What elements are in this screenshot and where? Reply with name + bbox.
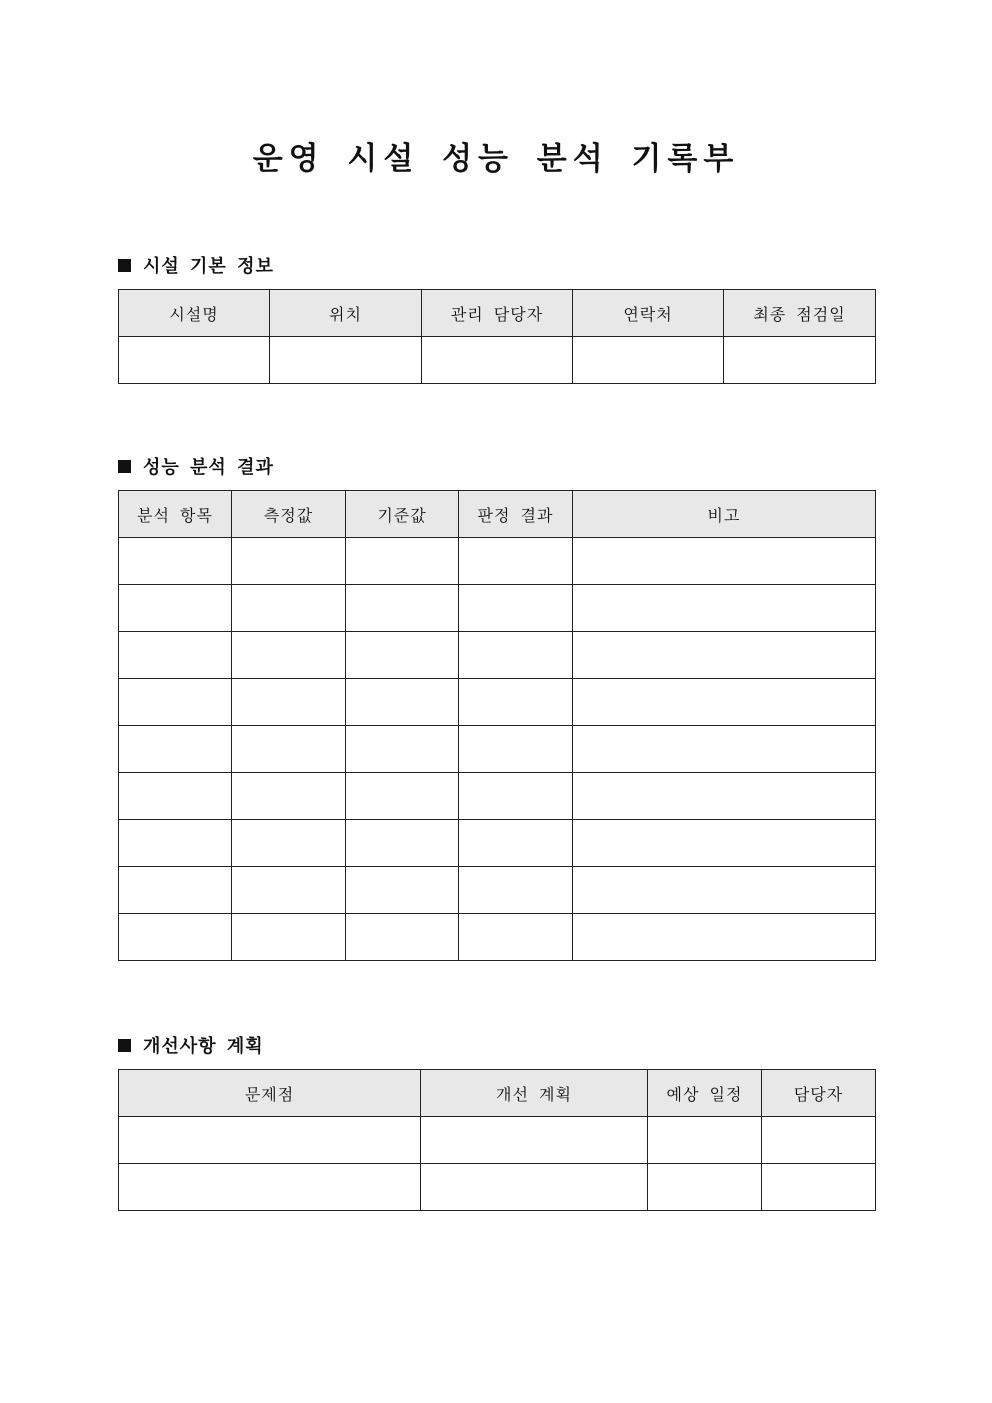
column-header: 측정값 (232, 491, 346, 538)
table-row (119, 773, 876, 820)
entry-cell[interactable] (573, 726, 876, 773)
table-row (119, 1164, 876, 1211)
entry-cell[interactable] (459, 632, 573, 679)
entry-cell[interactable] (648, 1117, 762, 1164)
entry-cell[interactable] (346, 914, 459, 961)
entry-cell[interactable] (724, 337, 876, 384)
column-header: 비고 (573, 491, 876, 538)
entry-cell[interactable] (119, 1117, 421, 1164)
entry-cell[interactable] (346, 773, 459, 820)
column-header: 분석 항목 (119, 491, 232, 538)
table-header-row (119, 1070, 876, 1117)
table-header-row (119, 491, 876, 538)
section-heading-label: 성능 분석 결과 (143, 457, 274, 478)
column-header: 최종 점검일 (724, 290, 876, 337)
entry-cell[interactable] (119, 726, 232, 773)
column-header: 시설명 (119, 290, 270, 337)
entry-cell[interactable] (232, 679, 346, 726)
column-header: 기준값 (346, 491, 459, 538)
entry-cell[interactable] (232, 914, 346, 961)
entry-cell[interactable] (573, 820, 876, 867)
entry-cell[interactable] (232, 820, 346, 867)
table-row (119, 632, 876, 679)
entry-cell[interactable] (232, 632, 346, 679)
entry-cell[interactable] (573, 679, 876, 726)
column-header: 연락처 (573, 290, 724, 337)
table-header-row (119, 290, 876, 337)
section-heading-basic-info (118, 252, 274, 278)
entry-cell[interactable] (573, 585, 876, 632)
entry-cell[interactable] (232, 585, 346, 632)
black-square-icon (118, 259, 131, 272)
entry-cell[interactable] (270, 337, 422, 384)
entry-cell[interactable] (119, 632, 232, 679)
entry-cell[interactable] (119, 585, 232, 632)
entry-cell[interactable] (422, 337, 573, 384)
entry-cell[interactable] (573, 538, 876, 585)
table-row (119, 726, 876, 773)
table-row (119, 867, 876, 914)
entry-cell[interactable] (232, 773, 346, 820)
entry-cell[interactable] (232, 538, 346, 585)
entry-cell[interactable] (459, 914, 573, 961)
column-header: 담당자 (762, 1070, 876, 1117)
entry-cell[interactable] (459, 773, 573, 820)
column-header: 판정 결과 (459, 491, 573, 538)
column-header: 문제점 (119, 1070, 421, 1117)
entry-cell[interactable] (459, 867, 573, 914)
entry-cell[interactable] (346, 867, 459, 914)
entry-cell[interactable] (232, 867, 346, 914)
entry-cell[interactable] (119, 867, 232, 914)
entry-cell[interactable] (346, 726, 459, 773)
column-header: 개선 계획 (421, 1070, 648, 1117)
table-row (119, 820, 876, 867)
section-heading-improvement-plan (118, 1032, 264, 1058)
entry-cell[interactable] (573, 337, 724, 384)
entry-cell[interactable] (346, 820, 459, 867)
entry-cell[interactable] (459, 585, 573, 632)
improvement-plan-table (118, 1069, 876, 1211)
performance-results-table (118, 490, 876, 961)
entry-cell[interactable] (459, 726, 573, 773)
section-heading-label: 개선사항 계획 (143, 1036, 264, 1057)
black-square-icon (118, 460, 131, 473)
table-row (119, 1117, 876, 1164)
document-title: 운영 시설 성능 분석 기록부 (252, 141, 740, 177)
black-square-icon (118, 1039, 131, 1052)
table-row (119, 585, 876, 632)
entry-cell[interactable] (421, 1164, 648, 1211)
entry-cell[interactable] (119, 679, 232, 726)
column-header: 관리 담당자 (422, 290, 573, 337)
entry-cell[interactable] (573, 914, 876, 961)
table-row (119, 538, 876, 585)
entry-cell[interactable] (346, 632, 459, 679)
entry-cell[interactable] (573, 632, 876, 679)
entry-cell[interactable] (119, 914, 232, 961)
entry-cell[interactable] (346, 679, 459, 726)
entry-cell[interactable] (459, 538, 573, 585)
entry-cell[interactable] (762, 1164, 876, 1211)
entry-cell[interactable] (573, 867, 876, 914)
section-heading-label: 시설 기본 정보 (143, 256, 274, 277)
entry-cell[interactable] (459, 679, 573, 726)
table-row (119, 337, 876, 384)
entry-cell[interactable] (459, 820, 573, 867)
section-heading-performance-results (118, 453, 274, 479)
entry-cell[interactable] (119, 773, 232, 820)
entry-cell[interactable] (421, 1117, 648, 1164)
table-row (119, 679, 876, 726)
entry-cell[interactable] (232, 726, 346, 773)
basic-info-table (118, 289, 876, 384)
column-header: 예상 일정 (648, 1070, 762, 1117)
entry-cell[interactable] (762, 1117, 876, 1164)
entry-cell[interactable] (648, 1164, 762, 1211)
entry-cell[interactable] (119, 1164, 421, 1211)
entry-cell[interactable] (346, 538, 459, 585)
entry-cell[interactable] (119, 337, 270, 384)
entry-cell[interactable] (573, 773, 876, 820)
table-row (119, 914, 876, 961)
entry-cell[interactable] (119, 538, 232, 585)
entry-cell[interactable] (346, 585, 459, 632)
entry-cell[interactable] (119, 820, 232, 867)
column-header: 위치 (270, 290, 422, 337)
